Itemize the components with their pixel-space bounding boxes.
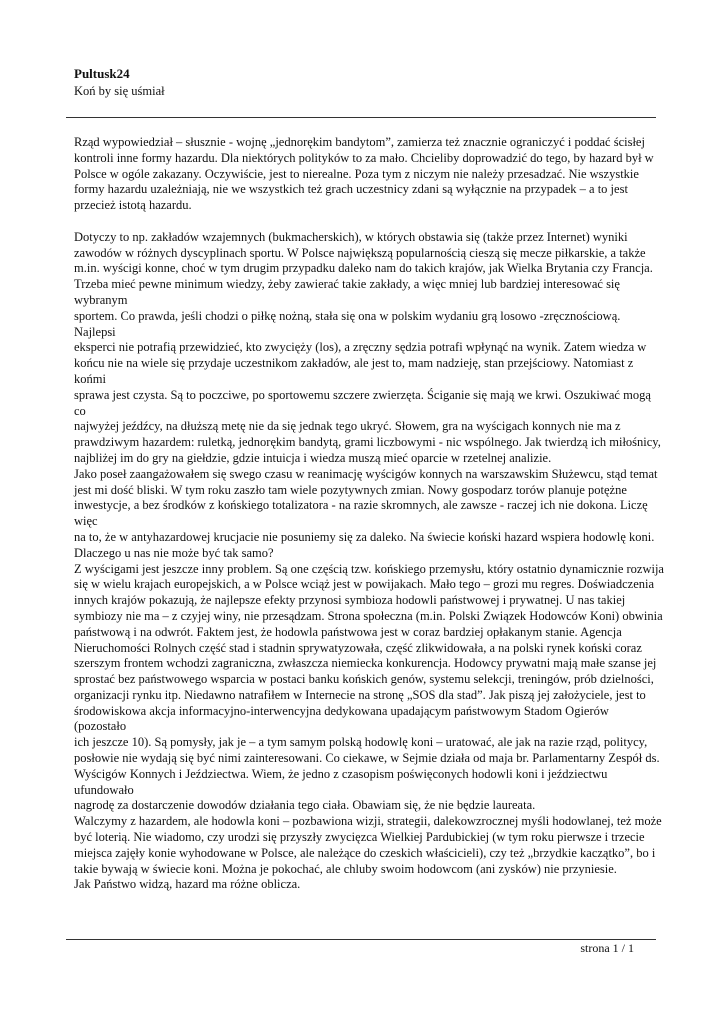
paragraph-5: Walczymy z hazardem, ale hodowla koni – pozbawiona wizji, strategii, dalekowzrocznej myśli hodowlanej, też może być loterią. Nie wiadomo, czy urodzi się przyszły zwycięzca Wielkiej Pardubickiej (w tym roku pierwsze i trzecie miejsca zajęły konie wyhodowane w Polsce, ale należące do czeskich właścicieli), czy też „brzydkie kaczątko”, bo i takie bywają w świecie koni. Można je pokochać, ale chluby swoim hodowcom (ani zysków) nie przyniesie.	[74, 814, 662, 876]
footer-divider	[66, 939, 656, 940]
article-subtitle: Koń by się uśmiał	[74, 84, 165, 98]
paragraph-3: Jako poseł zaangażowałem się swego czasu w reanimację wyścigów konnych na warszawskim Służewcu, stąd temat jest mi dość bliski. W tym roku zaszło tam wiele pozytywnych zmian. Nowy gospodarz torów planuje potężne inwestycje, a bez środków z końskiego totalizatora - na razie skromnych, ale zawsze - raczej ich nie dokona. Liczę więc na to, że w antyhazardowej krucjacie nie posuniemy się za daleko. Na świecie koński hazard wspiera hodowlę koni. Dlaczego u nas nie może być tak samo?	[74, 466, 658, 560]
paragraph-6: Jak Państwo widzą, hazard ma różne oblicza.	[74, 877, 301, 892]
paragraph-1: Rząd wypowiedział – słusznie - wojnę „jednorękim bandytom”, zamierza też znacznie ograniczyć i poddać ścisłej kontroli inne formy hazardu. Dla niektórych polityków to za mało. Chcieliby doprowadzić do tego, by hazard był w Polsce w ogóle zakazany. Oczywiście, jest to nierealne. Poza tym z niczym nie należy przesadzać. Nie wszystkie formy hazardu uzależniają, nie we wszystkich też grach uczestnicy zdani są wyłącznie na przypadek – a to jest przecież istotą hazardu.	[74, 135, 654, 213]
site-title: Pultusk24	[74, 66, 130, 81]
article-body	[74, 135, 664, 893]
header-divider	[66, 117, 656, 118]
page-number: strona 1 / 1	[580, 941, 634, 955]
paragraph-4: Z wyścigami jest jeszcze inny problem. Są one częścią tzw. końskiego przemysłu, który ostatnio dynamicznie rozwija się w wielu krajach europejskich, a w Polsce wciąż jest w powijakach. Mało tego – grozi mu regres. Doświadczenia innych krajów pokazują, że najlepsze efekty przynosi symbioza hodowli państwowej i prywatnej. U nas takiej symbiozy nie ma – z czyjej winy, nie przesądzam. Strona społeczna (m.in. Polski Związek Hodowców Koni) obwinia państwową i na odwrót. Faktem jest, że hodowla państwowa jest w coraz bardziej opłakanym stanie. Agencja Nieruchomości Rolnych część stad i stadnin sprywatyzowała, część zlikwidowała, a na polski rynek koński coraz szerszym frontem wchodzi zagraniczna, zwłaszcza niemiecka konkurencja. Hodowcy prywatni mają małe szanse jej sprostać bez państwowego wsparcia w postaci banku końskich genów, systemu selekcji, treningów, prób dzielności, organizacji rynku itp. Niedawno natrafiłem w Internecie na stronę „SOS dla stad”. Jak piszą jej założyciele, jest to środowiskowa akcja informacyjno-interwencyjna dedykowana upadającym państwowym Stadom Ogierów (pozostało ich jeszcze 10). Są pomysły, jak je – a tym samym polską hodowlę koni – uratować, ale jak na razie rząd, politycy, posłowie nie wydają się być nimi zainteresowani. Co ciekawe, w Sejmie działa od maja br. Parlamentarny Zespół ds. Wyścigów Konnych i Jeździectwa. Wiem, że jedno z czasopism poświęconych hodowli koni i jeździectwu ufundowało nagrodę za dostarczenie dowodów działania tego ciała. Obawiam się, że nie będzie laureata.	[74, 561, 664, 813]
paragraph-2: Dotyczy to np. zakładów wzajemnych (bukmacherskich), w których obstawia się (także przez Internet) wyniki zawodów w różnych dyscyplinach sportu. W Polsce największą popularnością cieszą się mecze piłkarskie, a także m.in. wyścigi konne, choć w tym drugim przypadku daleko nam do takich krajów, jak Wielka Brytania czy Francja. Trzeba mieć pewne minimum wiedzy, żeby zawierać takie zakłady, a więc mniej lub bardziej interesować się wybranym sportem. Co prawda, jeśli chodzi o piłkę nożną, stała się ona w polskim wydaniu grą losowo -zręcznościową. Najlepsi eksperci nie potrafią przewidzieć, kto zwycięży (los), a zręczny sędzia potrafi wpłynąć na wynik. Zatem wiedza w końcu nie na wiele się przydaje uczestnikom zakładów, ale jest to, mam nadzieję, stan przejściowy. Natomiast z końmi sprawa jest czysta. Są to poczciwe, po sportowemu szczere zwierzęta. Ściganie się mają we krwi. Oszukiwać mogą co najwyżej jeźdźcy, na dłuższą metę nie da się jednak tego ukryć. Słowem, gra na wyścigach konnych nie ma z prawdziwym hazardem: ruletką, jednorękim bandytą, grami liczbowymi - nic wspólnego. Jak twierdzą ich miłośnicy, najbliżej im do gry na giełdzie, gdzie intuicja i wiedza muszą mieć oparcie w rzetelnej analizie.	[74, 229, 661, 465]
